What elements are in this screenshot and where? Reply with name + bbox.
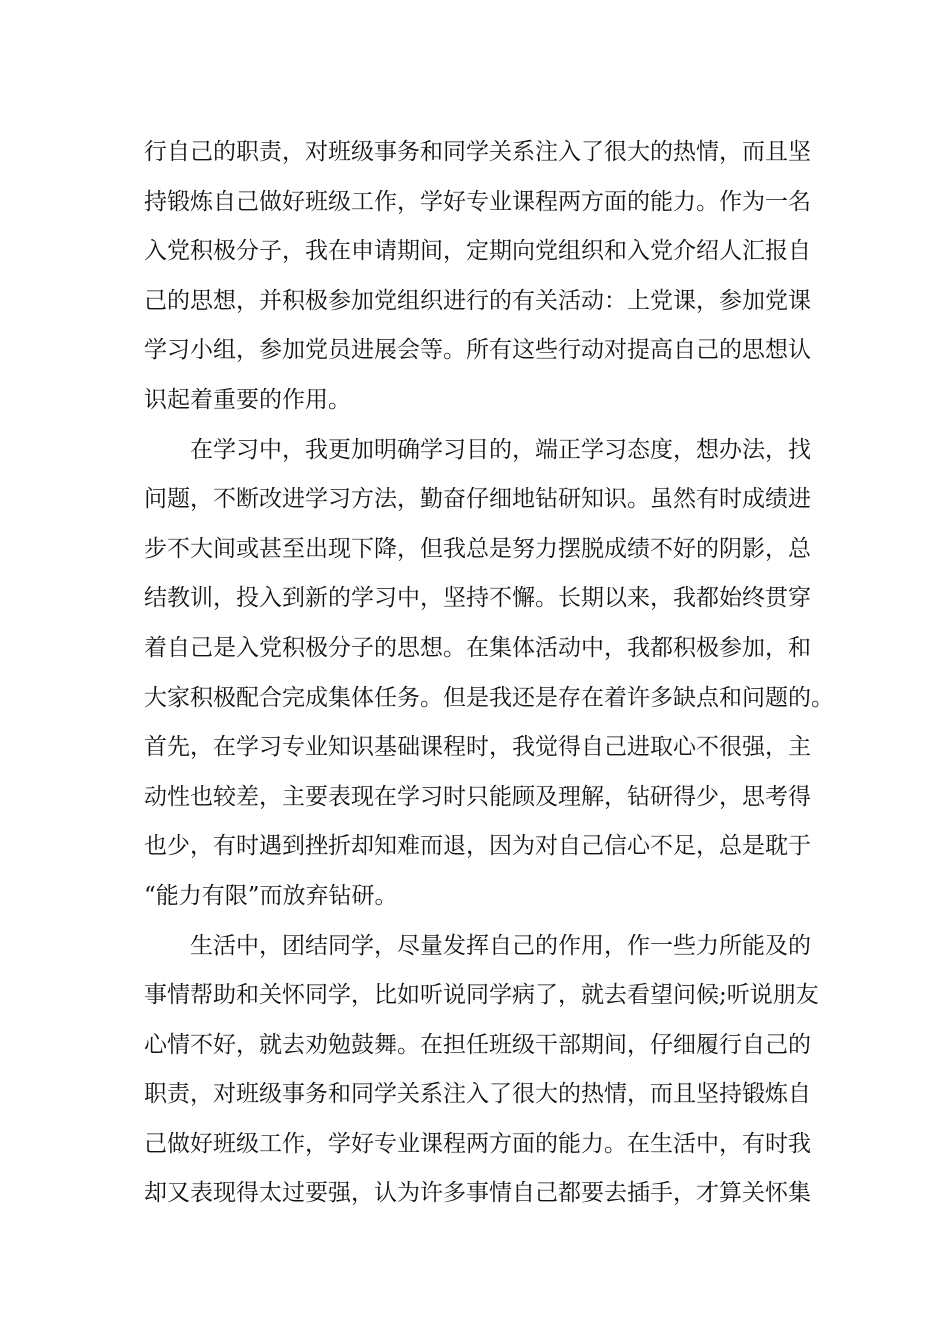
text-line: 动性也较差，主要表现在学习时只能顾及理解，钻研得少，思考得 [144,783,811,810]
text-line: 步不大间或甚至出现下降，但我总是努力摆脱成绩不好的阴影，总 [144,535,811,562]
paragraph-first-line: 在学习中，我更加明确学习目的，端正学习态度，想办法，找 [190,436,811,463]
text-line: 首先，在学习专业知识基础课程时，我觉得自己进取心不很强，主 [144,734,811,761]
text-line: 也少，有时遇到挫折却知难而退，因为对自己信心不足，总是耽于 [144,833,811,860]
paragraph-first-line: 生活中，团结同学，尽量发挥自己的作用，作一些力所能及的 [190,932,811,959]
text-line: 问题，不断改进学习方法，勤奋仔细地钻研知识。虽然有时成绩进 [144,486,811,513]
text-line: 着自己是入党积极分子的思想。在集体活动中，我都积极参加，和 [144,634,811,661]
text-line: 识起着重要的作用。 [144,386,351,413]
text-line: 职责，对班级事务和同学关系注入了很大的热情，而且坚持锻炼自 [144,1081,811,1108]
text-line: 行自己的职责，对班级事务和同学关系注入了很大的热情，而且坚 [144,139,811,165]
text-line: 结教训，投入到新的学习中，坚持不懈。长期以来，我都始终贯穿 [144,585,811,612]
text-line: 学习小组，参加党员进展会等。所有这些行动对提高自己的思想认 [144,337,811,364]
text-line: 持锻炼自己做好班级工作，学好专业课程两方面的能力。作为一名 [144,188,811,215]
text-line: 心情不好，就去劝勉鼓舞。在担任班级干部期间，仔细履行自己的 [144,1031,811,1058]
text-line: 大家积极配合完成集体任务。但是我还是存在着许多缺点和问题的。 [144,684,834,711]
text-line: 却又表现得太过要强，认为许多事情自己都要去插手，才算关怀集 [144,1180,811,1207]
text-line: “能力有限”而放弃钻研。 [144,882,398,909]
body-text [144,128,844,1219]
text-line: 事情帮助和关怀同学，比如听说同学病了，就去看望问候;听说朋友 [144,982,819,1009]
text-line: 入党积极分子，我在申请期间，定期向党组织和入党介绍人汇报自 [144,238,811,265]
text-line: 己做好班级工作，学好专业课程两方面的能力。在生活中，有时我 [144,1130,811,1157]
text-line: 己的思想，并积极参加党组织进行的有关活动：上党课，参加党课 [144,287,811,314]
